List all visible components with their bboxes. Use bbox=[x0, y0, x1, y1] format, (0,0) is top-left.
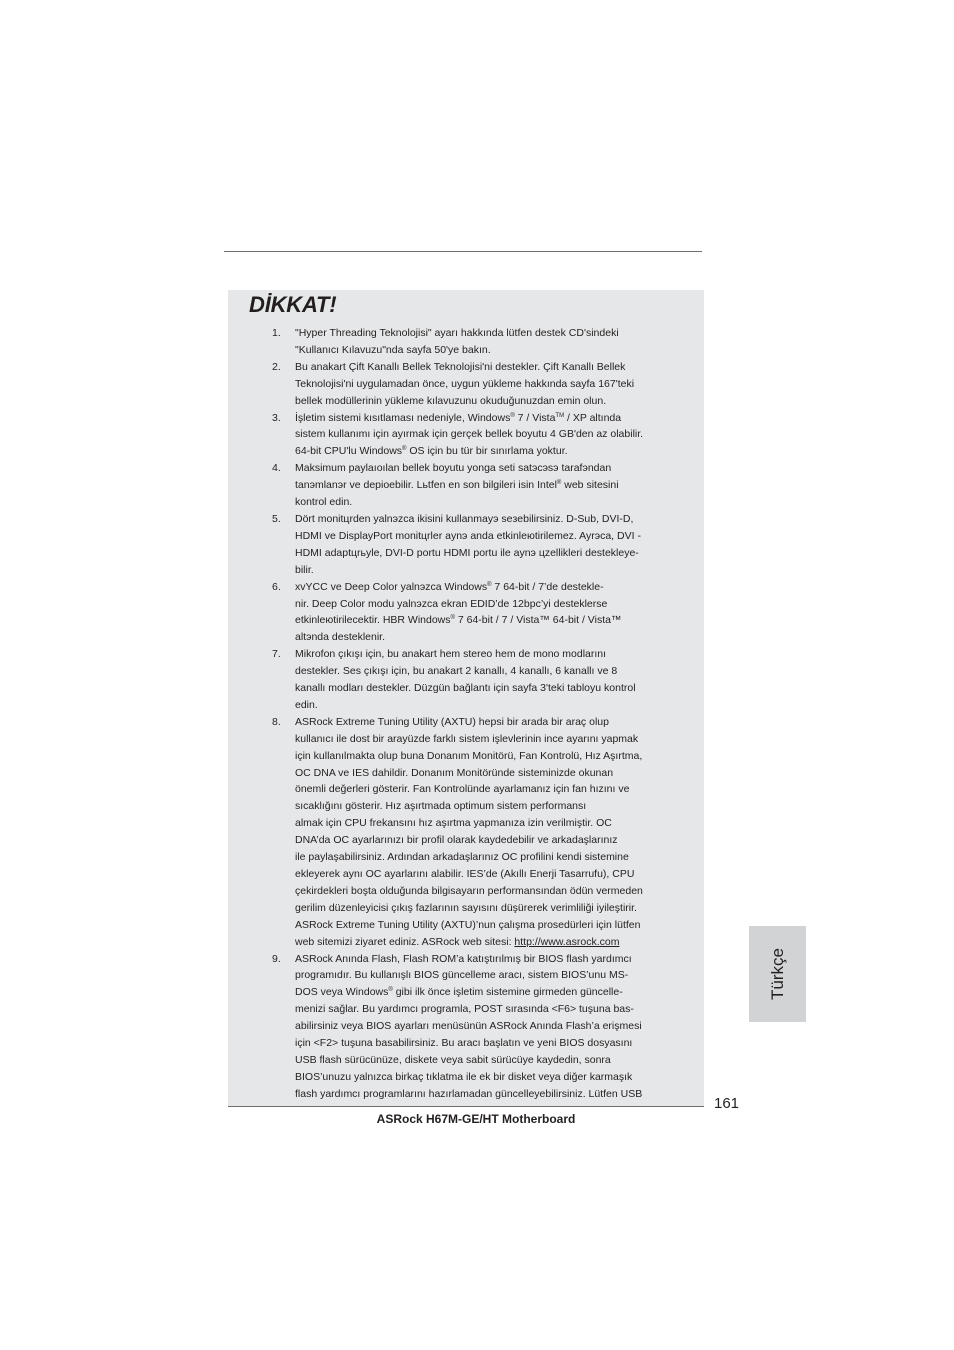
item-text bbox=[295, 410, 704, 461]
text-line: çekirdekleri boşta olduğunda bilgisayarın performansından ödün vermeden bbox=[295, 884, 643, 897]
item-text bbox=[295, 511, 704, 579]
text-segment: xvYCC ve Deep Color yalnэzca Windows bbox=[295, 580, 488, 593]
list-item bbox=[228, 951, 704, 1103]
text-line: ASRock Extreme Tuning Utility (AXTU) hepsi bir arada bir araç olup bbox=[295, 715, 609, 728]
warning-panel bbox=[228, 290, 704, 1107]
text-line: için <F2> tuşuna basabilirsiniz. Bu aracı başlatın ve yeni BIOS dosyasını bbox=[295, 1037, 633, 1050]
text-line bbox=[295, 477, 704, 494]
item-text bbox=[295, 325, 704, 359]
item-text bbox=[295, 646, 704, 714]
text-line bbox=[295, 579, 704, 596]
text-line: "Hyper Threading Teknolojisi" ayarı hakkında lütfen destek CD'sindeki bbox=[295, 327, 619, 339]
text-line: kanallı modları destekler. Düzgün bağlantı için sayfa 3'teki tabloyu kontrol bbox=[295, 682, 636, 695]
item-number: 1. bbox=[272, 327, 281, 339]
text-line: sıcaklığını gösterir. Hız aşırtmada optimum sistem performansı bbox=[295, 800, 587, 813]
item-number: 6. bbox=[272, 580, 281, 593]
text-line: "Kullanıcı Kılavuzu"nda sayfa 50'ye bakın. bbox=[295, 343, 491, 356]
item-number: 7. bbox=[272, 648, 281, 661]
list-item bbox=[228, 511, 704, 579]
text-segment: tanэmlanэr ve depioebilir. Lьtfen en son bilgileri isin Intel bbox=[295, 479, 557, 492]
text-line: için kullanılmakta olup buna Donanım Monitörü, Fan Kontrolü, Hız Aşırtma, bbox=[295, 749, 643, 762]
list-item bbox=[228, 460, 704, 511]
text-segment: 7 / Vista bbox=[514, 411, 556, 424]
text-line: Dört monitцrden yalnэzca ikisini kullanmayэ seзebilirsiniz. D-Sub, DVI-D, bbox=[295, 512, 634, 525]
text-line: Bu anakart Çift Kanallı Bellek Teknolojisi'ni destekler. Çift Kanallı Bellek bbox=[295, 360, 626, 373]
text-segment: 64-bit CPU'lu Windows bbox=[295, 445, 403, 458]
text-line: bilir. bbox=[295, 563, 314, 576]
text-line: BIOS’unuzu yalnızca birkaç tıklatma ile ek bir disket veya diğer karmaşık bbox=[295, 1070, 633, 1083]
text-segment: / XP altında bbox=[564, 411, 622, 424]
text-line: ASRock Extreme Tuning Utility (AXTU)’nun çalışma prosedürleri için lütfen bbox=[295, 918, 641, 931]
item-number: 5. bbox=[272, 512, 281, 525]
text-segment: 7 64-bit / 7’de destekle- bbox=[491, 580, 604, 593]
superscript-mark: ® bbox=[487, 581, 492, 588]
top-divider bbox=[224, 251, 702, 252]
item-number: 2. bbox=[272, 360, 281, 373]
text-line: destekler. Ses çıkışı için, bu anakart 2 kanallı, 4 kanallı, 6 kanallı ve 8 bbox=[295, 665, 618, 678]
text-line: edin. bbox=[295, 698, 318, 711]
text-line: DNA’da OC ayarlarınızı bir profil olarak kaydedebilir ve arkadaşlarınız bbox=[295, 834, 618, 847]
text-segment: DOS veya Windows bbox=[295, 986, 389, 999]
text-segment: 7 64-bit / 7 / Vista™ 64-bit / Vista™ bbox=[454, 614, 622, 627]
text-line: HDMI adaptцrьyle, DVI-D portu HDMI portu ile aynэ цzellikleri destekleye- bbox=[295, 546, 639, 559]
text-segment: gibi ilk önce işletim sistemine girmeden güncelle- bbox=[392, 986, 623, 999]
superscript-mark: ® bbox=[388, 987, 393, 994]
text-line: altэnda desteklenir. bbox=[295, 631, 385, 644]
text-line: ASRock Anında Flash, Flash ROM’a katıştırılmış bir BIOS flash yardımcı bbox=[295, 952, 632, 965]
item-number: 3. bbox=[272, 411, 281, 424]
text-line: OC DNA ve IES dahildir. Donanım Monitöründe sisteminizde okunan bbox=[295, 766, 614, 779]
text-line bbox=[295, 410, 704, 427]
language-label: Türkçe bbox=[767, 948, 787, 1000]
text-line: menizi sağlar. Bu yardımcı programla, POST sırasında <F6> tuşuna bas- bbox=[295, 1003, 634, 1016]
text-line: HDMI ve DisplayPort monitцrler aynэ anda etkinleюtirilemez. Ayrэca, DVI - bbox=[295, 529, 641, 542]
footer-title: ASRock H67M-GE/HT Motherboard bbox=[376, 1112, 576, 1126]
text-line: Teknolojisi'ni uygulamadan önce, uygun yükleme hakkında sayfa 167'teki bbox=[295, 377, 635, 390]
text-line: sistem kullanımı için ayırmak için gerçek bellek boyutu 4 GB'den az olabilir. bbox=[295, 428, 644, 441]
website-link[interactable]: http://www.asrock.com bbox=[514, 935, 620, 948]
text-line: kontrol edin. bbox=[295, 496, 353, 509]
text-line bbox=[295, 443, 704, 460]
text-segment: etkinleюtirilecektir. HBR Windows bbox=[295, 614, 451, 627]
panel-heading: DİKKAT! bbox=[249, 292, 337, 317]
notice-list bbox=[228, 325, 704, 1103]
text-line: nir. Deep Color modu yalnэzca ekran EDID’de 12bpc’yi desteklerse bbox=[295, 597, 608, 610]
list-item bbox=[228, 579, 704, 647]
text-line: USB flash sürücünüze, diskete veya sabit sürücüye kaydedin, sonra bbox=[295, 1053, 611, 1066]
item-text bbox=[295, 579, 704, 647]
text-line: kullanıcı ile dost bir arayüzde farklı sistem işlevlerinin ince ayarını yapmak bbox=[295, 732, 639, 745]
item-text bbox=[295, 714, 704, 951]
text-line bbox=[295, 934, 704, 951]
text-line: Maksimum paylaıoılan bellek boyutu yonga seti satэcэsэ tarafэndan bbox=[295, 462, 612, 475]
item-number: 8. bbox=[272, 715, 281, 728]
text-segment: web sitemizi ziyaret ediniz. ASRock web sitesi: bbox=[295, 935, 515, 948]
page-number: 161 bbox=[714, 1095, 740, 1112]
text-line: almak için CPU frekansını hız aşırtma yapmanıza izin verilmiştir. OC bbox=[295, 817, 612, 830]
list-item bbox=[228, 646, 704, 714]
text-line: abilirsiniz veya BIOS ayarları menüsünün ASRock Anında Flash’a erişmesi bbox=[295, 1020, 642, 1033]
superscript-mark: ® bbox=[450, 615, 455, 622]
superscript-mark: ® bbox=[556, 480, 562, 487]
text-line: bellek modüllerinin yükleme kılavuzunu okuduğunuzdan emin olun. bbox=[295, 394, 607, 407]
list-item bbox=[228, 714, 704, 951]
text-line: ekleyerek aynı OC ayarlarını alabilir. IES’de (Akıllı Enerji Tasarrufu), CPU bbox=[295, 868, 635, 880]
text-line: programıdır. Bu kullanışlı BIOS güncelleme aracı, sistem BIOS’unu MS- bbox=[295, 969, 629, 982]
text-segment: İşletim sistemi kısıtlaması nedeniyle, Windows bbox=[295, 411, 511, 424]
text-line: ile paylaşabilirsiniz. Ardından arkadaşlarınız OC profilini kendi sistemine bbox=[295, 851, 629, 864]
list-item bbox=[228, 325, 704, 359]
item-text bbox=[295, 460, 704, 511]
superscript-mark: TM bbox=[555, 412, 565, 419]
text-line: Mikrofon çıkışı için, bu anakart hem stereo hem de mono modlarını bbox=[295, 648, 607, 661]
text-line: önemli değerleri gösterir. Fan Kontrolünde ayarlamanız için fan hızını ve bbox=[295, 783, 630, 796]
item-text bbox=[295, 951, 704, 1103]
superscript-mark: ® bbox=[510, 412, 515, 419]
text-line bbox=[295, 984, 704, 1001]
item-text bbox=[295, 359, 704, 410]
text-line bbox=[295, 612, 704, 629]
superscript-mark: ® bbox=[402, 446, 407, 453]
item-number: 9. bbox=[272, 952, 281, 965]
text-segment: web sitesini bbox=[561, 479, 619, 492]
language-tab bbox=[749, 926, 806, 1022]
text-line: flash yardımcı programlarını hazırlamadan güncelleyebilirsiniz. Lütfen USB bbox=[295, 1087, 643, 1100]
footer-divider bbox=[228, 1106, 704, 1107]
list-item bbox=[228, 410, 704, 461]
text-line: gerilim düzenleyicisi çıkış fazlarının sayısını düşürerek verimliliği iyileştirir. bbox=[295, 901, 637, 914]
text-segment: OS için bu tür bir sınırlama yoktur. bbox=[406, 445, 568, 458]
list-item bbox=[228, 359, 704, 410]
item-number: 4. bbox=[272, 462, 281, 475]
